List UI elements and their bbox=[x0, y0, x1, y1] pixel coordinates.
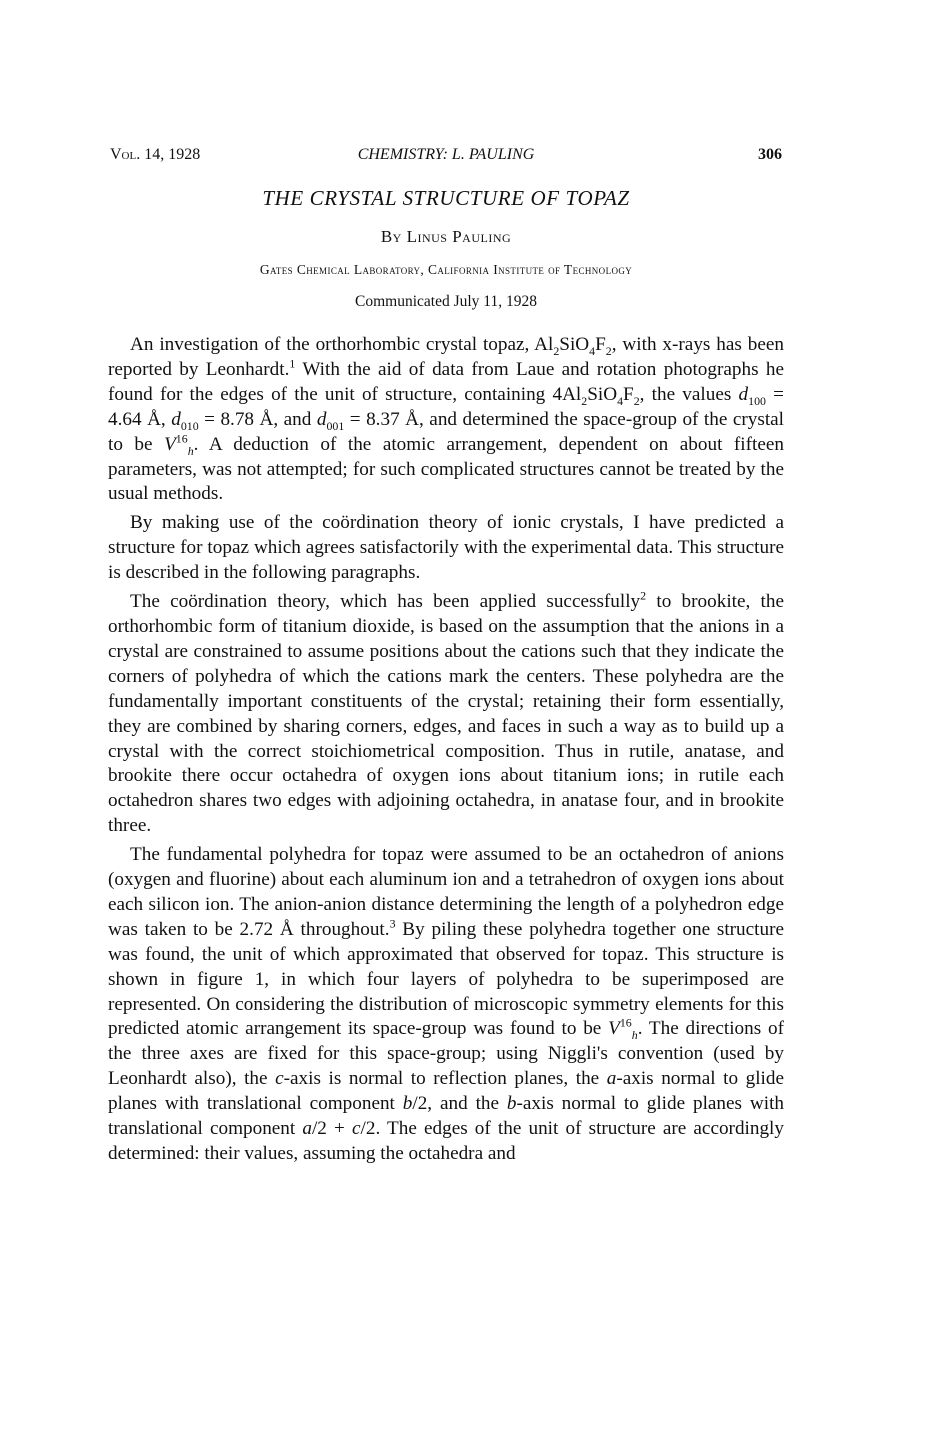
paragraph-4 bbox=[108, 843, 784, 1167]
footnote-ref-3: 3 bbox=[389, 916, 396, 931]
paragraph-3 bbox=[108, 590, 784, 839]
text-run: /2, and the bbox=[412, 1093, 507, 1115]
communicated-date: Communicated July 11, 1928 bbox=[355, 293, 537, 310]
running-title: CHEMISTRY: L. PAULING bbox=[357, 146, 535, 163]
text-run: , with x-rays has been reported by Leonhardt. bbox=[108, 334, 784, 380]
math-symbol: a bbox=[606, 1068, 617, 1090]
text-run: F bbox=[595, 334, 606, 355]
text-run: The fundamental polyhedra for topaz were assumed to be an octahedron of anions (oxygen and fluorine) about each aluminum ion and a tetrahedron of oxygen ions about each silicon ion. The anion-anion distance determining the length of a polyhedron edge was taken to be 2.72 Å throughout. bbox=[108, 844, 784, 940]
article-title: THE CRYSTAL STRUCTURE OF TOPAZ bbox=[262, 186, 630, 210]
math-symbol: b bbox=[402, 1093, 413, 1115]
text-run: With the aid of data from Laue and rotation photographs he found for the edges of the unit of structure, containing 4Al bbox=[108, 358, 784, 405]
math-symbol: d bbox=[316, 408, 327, 430]
text-run: /2 + bbox=[311, 1118, 352, 1140]
math-subscript: h bbox=[631, 1028, 638, 1043]
math-subscript: 100 bbox=[748, 393, 766, 408]
text-run: = 8.78 Å, and bbox=[198, 408, 317, 430]
text-run: to brookite, the orthorhombic form of titanium dioxide, is based on the assumption that the anions in a crystal are constrained to assume positions about the cations such that they indicate the corners of polyhedra of which the cations mark the centers. These polyhedra are the fundamentally important constituents of the crystal; retaining their form essentially, they are combined by sharing corners, edges, and faces in such a way as to build up a crystal with the correct stoichiometrical composition. Thus in rutile, anatase, and brookite there occur octahedra of oxygen ions about titanium ions; in rutile each octahedron shares two edges with adjoining octahedra, in anatase four, and in brookite three. bbox=[108, 591, 784, 837]
math-symbol: d bbox=[171, 408, 181, 430]
footnote-ref-2: 2 bbox=[640, 588, 647, 603]
text-run: = 4.64 Å, bbox=[108, 383, 784, 430]
math-symbol: c bbox=[351, 1118, 361, 1140]
text-run: SiO bbox=[587, 383, 618, 405]
text-run: -axis normal to glide planes with translational component bbox=[108, 1068, 784, 1115]
text-run: An investigation of the orthorhombic crystal topaz, Al bbox=[130, 334, 554, 355]
paragraph-1: An investigation of the orthorhombic crystal topaz, $Al_2SiO_4F_2$, with x-rays has been reported by Leonhardt.$^1$ With the aid of data from Laue and rotation photographs he found for the edges of the unit of structure, containing $4Al_2SiO_4F_2$, the values $d_{100} = 4.64$ Å, $d_{010} = 8.78$ Å, and $d_{001} = 8.37$ Å, and determined the space-group of the crystal to be $V^{16}_h$. A deduction of the atomic arrangement, dependent on about fifteen parameters, was not attempted; for such complicated structures cannot be treated by the usual methods. bbox=[108, 334, 785, 505]
text-run: , the values bbox=[639, 383, 739, 405]
running-header bbox=[110, 146, 782, 168]
footnote-ref-1: 1 bbox=[289, 356, 296, 371]
volume-label: Vol. 14, 1928 bbox=[110, 146, 201, 163]
text-run: /2. The edges of the unit of structure are accordingly determined: their values, assuming the octahedra and bbox=[108, 1118, 784, 1164]
text-run: -axis normal to glide planes with translational component bbox=[108, 1093, 784, 1140]
math-subscript: h bbox=[187, 443, 194, 458]
math-subscript: 001 bbox=[326, 418, 345, 433]
affiliation-line: Gates Chemical Laboratory, California Institute of Technology bbox=[259, 262, 633, 277]
math-symbol: V bbox=[608, 1018, 620, 1040]
text-run: = 8.37 Å, and determined the space-group of the crystal to be bbox=[108, 408, 785, 455]
math-symbol: a bbox=[302, 1118, 312, 1140]
text-run: SiO bbox=[559, 334, 590, 355]
math-superscript: 16 bbox=[619, 1016, 632, 1031]
math-symbol: c bbox=[275, 1068, 284, 1090]
text-run: By piling these polyhedra together one structure was found, the unit of which approximated that observed for topaz. This structure is shown in figure 1, in which four layers of polyhedra to be superimposed are represented. On considering the distribution of microscopic symmetry elements for this predicted atomic arrangement its space-group was found to be bbox=[108, 918, 784, 1040]
math-symbol: d bbox=[738, 383, 749, 405]
math-superscript: 16 bbox=[175, 431, 188, 446]
text-run: F bbox=[623, 383, 634, 405]
math-symbol: b bbox=[506, 1093, 517, 1115]
math-subscript: 010 bbox=[180, 418, 199, 433]
page-number: 306 bbox=[758, 146, 782, 163]
paragraph-2: By making use of the coördination theory of ionic crystals, I have predicted a structure for topaz which agrees satisfactorily with the experimental data. This structure is described in the following paragraphs. bbox=[108, 512, 784, 584]
text-run: . The directions of the three axes are fixed for this space-group; using Niggli's convention (used by Leonhardt also), the bbox=[108, 1018, 784, 1090]
article-body bbox=[108, 333, 784, 1171]
text-run: The coördination theory, which has been applied successfully bbox=[130, 591, 641, 613]
text-run: . A deduction of the atomic arrangement, dependent on about fifteen parameters, was not attempted; for such complicated structures cannot be treated by the usual methods. bbox=[108, 433, 784, 505]
author-line: By Linus Pauling bbox=[380, 227, 512, 246]
math-symbol: V bbox=[164, 433, 176, 455]
text-run: -axis is normal to reflection planes, the bbox=[283, 1068, 607, 1090]
